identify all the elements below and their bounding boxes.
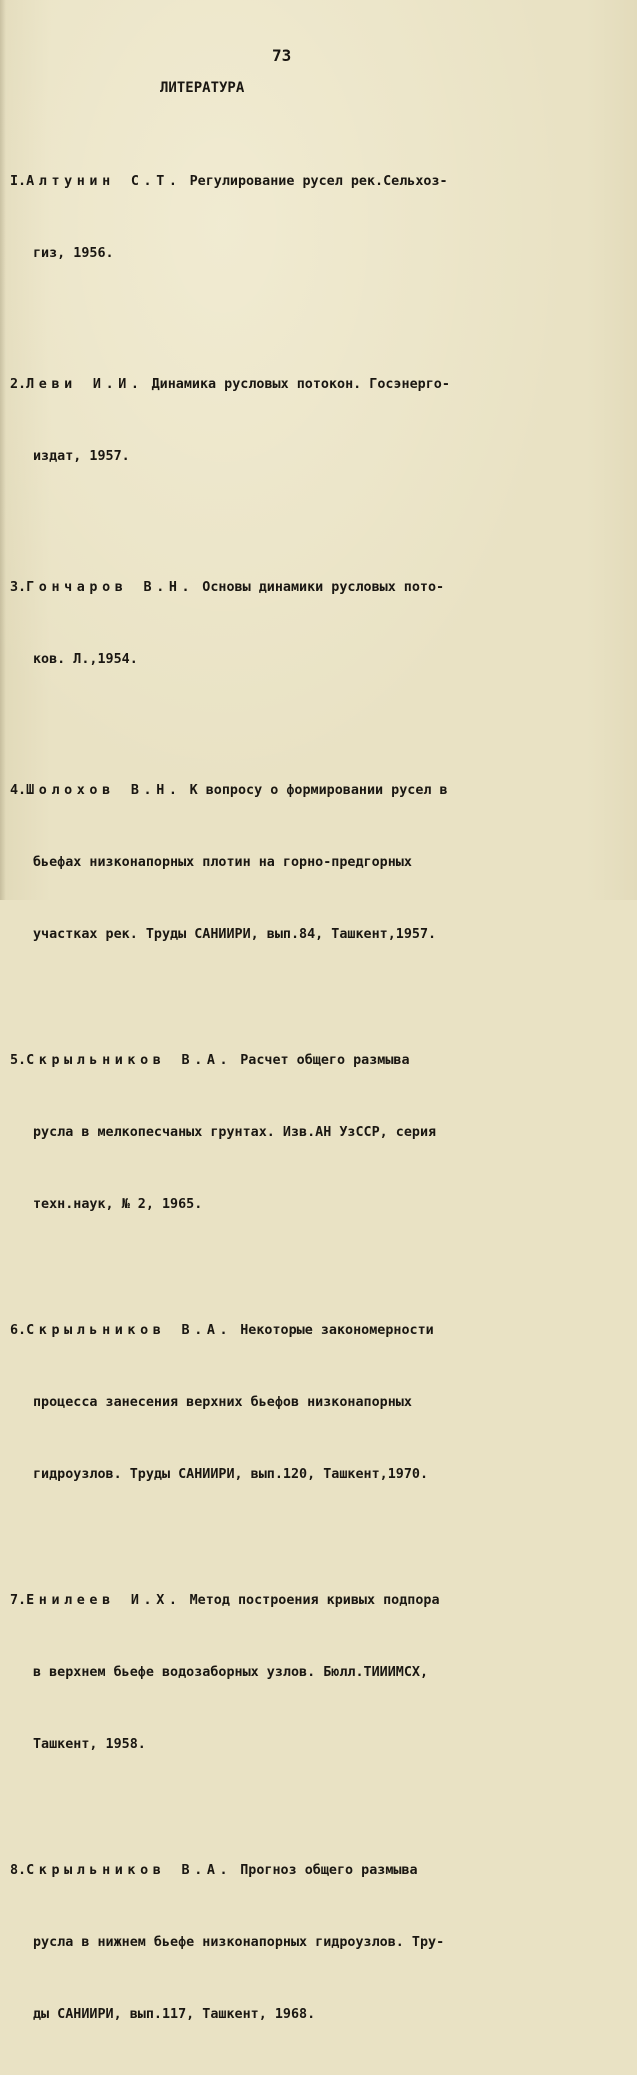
- reference-number: 3.: [10, 580, 27, 595]
- reference-continuation-line: русла в мелкопесчаных грунтах. Изв.АН УзССР, серия: [33, 1125, 437, 1140]
- reference-continuation-line: Ташкент, 1958.: [33, 1737, 146, 1752]
- reference-author: Скрыльников: [26, 1863, 166, 1878]
- reference-author: Енилеев: [26, 1593, 115, 1608]
- reference-first-line: [10, 1859, 630, 1883]
- page-number: 73: [272, 46, 292, 65]
- reference-initials: В.Н.: [143, 580, 195, 595]
- reference-initials: В.А.: [181, 1863, 233, 1878]
- reference-list: [10, 122, 630, 2075]
- reference-author: Алтунин: [26, 174, 115, 189]
- reference-initials: И.И.: [92, 377, 144, 392]
- reference-continuation-line: издат, 1957.: [33, 449, 130, 464]
- reference-initials: В.Н.: [130, 783, 182, 798]
- reference-first-line: [10, 373, 630, 397]
- reference-text-line: Метод построения кривых подпора: [189, 1593, 440, 1608]
- reference-author: Гончаров: [26, 580, 128, 595]
- reference-continuation-line: русла в нижнем бьефе низконапорных гидроузлов. Тру-: [33, 1935, 445, 1950]
- reference-text-line: Динамика русловых потокон. Госэнерго-: [151, 377, 450, 392]
- reference-author: Леви: [26, 377, 77, 392]
- reference-text-line: Прогноз общего размыва: [240, 1863, 418, 1878]
- reference-entry: [10, 1541, 630, 1805]
- page-edge-shadow: [0, 0, 6, 900]
- reference-entry: [10, 1271, 630, 1535]
- reference-initials: В.А.: [181, 1323, 233, 1338]
- reference-text-line: Регулирование русел рек.Сельхоз-: [189, 174, 448, 189]
- reference-number: 8.: [10, 1863, 27, 1878]
- reference-entry: [10, 1001, 630, 1265]
- reference-entry: [10, 528, 630, 720]
- reference-first-line: [10, 1319, 630, 1343]
- reference-text-line: К вопросу о формировании русел в: [189, 783, 448, 798]
- reference-first-line: [10, 576, 630, 600]
- reference-initials: И.Х.: [130, 1593, 182, 1608]
- reference-author: Шолохов: [26, 783, 115, 798]
- reference-first-line: [10, 170, 630, 194]
- reference-continuation-line: гиз, 1956.: [33, 246, 114, 261]
- references-heading: ЛИТЕРАТУРА: [160, 80, 245, 96]
- reference-author: Скрыльников: [26, 1053, 166, 1068]
- reference-initials: В.А.: [181, 1053, 233, 1068]
- reference-continuation-line: участках рек. Труды САНИИРИ, вып.84, Ташкент,1957.: [33, 927, 437, 942]
- reference-number: I.: [10, 174, 27, 189]
- reference-entry: [10, 325, 630, 517]
- reference-continuation-line: ды САНИИРИ, вып.117, Ташкент, 1968.: [33, 2007, 316, 2022]
- reference-number: 5.: [10, 1053, 27, 1068]
- reference-number: 6.: [10, 1323, 27, 1338]
- reference-continuation-line: техн.наук, № 2, 1965.: [33, 1197, 203, 1212]
- reference-continuation-line: гидроузлов. Труды САНИИРИ, вып.120, Ташкент,1970.: [33, 1467, 429, 1482]
- reference-author: Скрыльников: [26, 1323, 166, 1338]
- reference-text-line: Некоторые закономерности: [240, 1323, 434, 1338]
- reference-first-line: [10, 1049, 630, 1073]
- reference-continuation-line: бьефах низконапорных плотин на горно-предгорных: [33, 855, 412, 870]
- reference-number: 2.: [10, 377, 27, 392]
- reference-continuation-line: процесса занесения верхних бьефов низконапорных: [33, 1395, 412, 1410]
- reference-number: 7.: [10, 1593, 27, 1608]
- reference-text-line: Расчет общего размыва: [240, 1053, 410, 1068]
- reference-entry: [10, 731, 630, 995]
- reference-number: 4.: [10, 783, 27, 798]
- reference-first-line: [10, 779, 630, 803]
- reference-continuation-line: ков. Л.,1954.: [33, 652, 138, 667]
- reference-text-line: Основы динамики русловых пото-: [202, 580, 445, 595]
- reference-first-line: [10, 1589, 630, 1613]
- reference-entry: [10, 122, 630, 314]
- reference-entry: [10, 1811, 630, 2075]
- reference-initials: С.Т.: [130, 174, 182, 189]
- reference-continuation-line: в верхнем бьефе водозаборных узлов. Бюлл.ТИИИМСХ,: [33, 1665, 429, 1680]
